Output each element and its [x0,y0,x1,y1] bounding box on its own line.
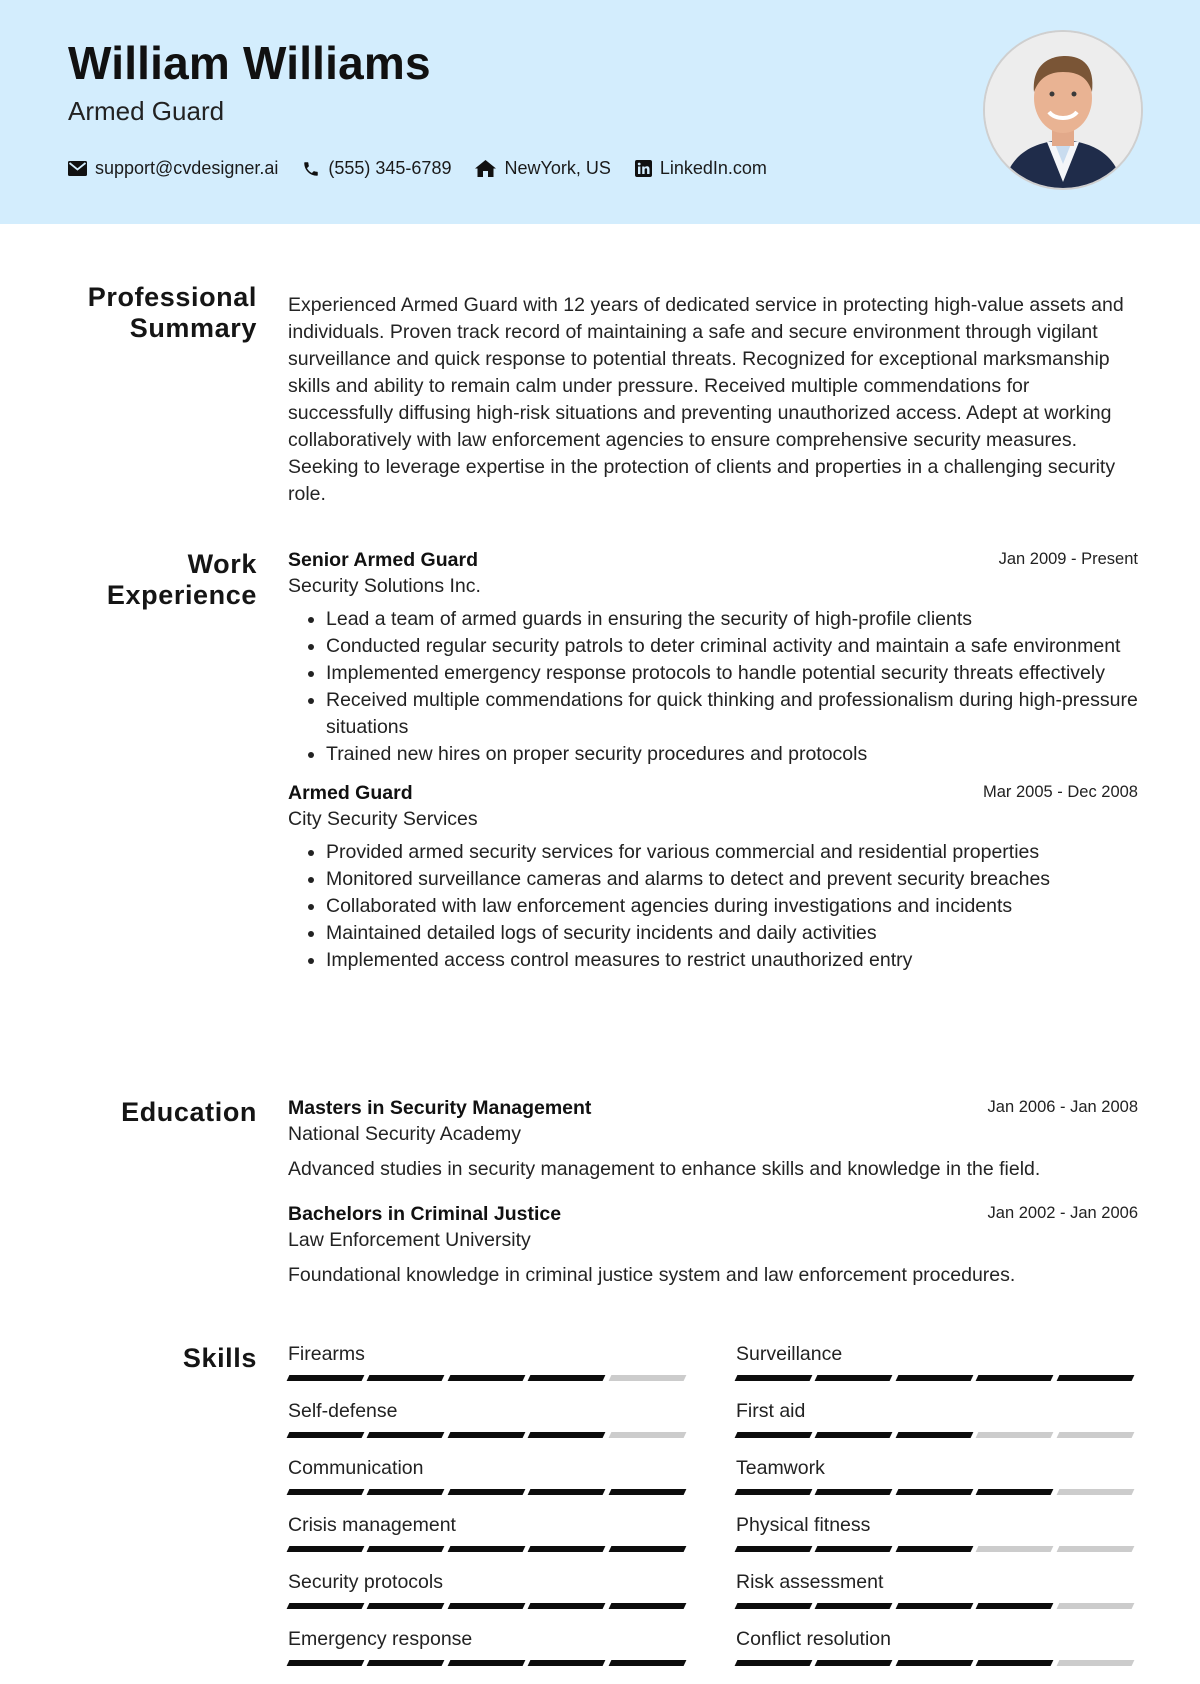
skill-segment-filled [608,1546,686,1552]
skill-segment-empty [608,1432,686,1438]
experience-heading: Work Experience [106,549,257,610]
skill-item [736,1455,1138,1512]
school-name: National Security Academy [288,1123,522,1145]
skill-name: Communication [288,1457,424,1479]
skill-item [736,1341,1138,1398]
job-bullet: • Implemented emergency response protocols to handle potential security threats effectively [326,660,1138,687]
skill-level-bar [736,1660,1138,1666]
skill-segment-filled [287,1603,365,1609]
skill-item [288,1569,690,1626]
job-title: Armed Guard [288,782,413,804]
envelope-icon [68,161,87,176]
skill-segment-filled [287,1489,365,1495]
degree-title: Bachelors in Criminal Justice [288,1203,562,1225]
education-description: Foundational knowledge in criminal justice system and law enforcement procedures. [288,1264,1016,1286]
skill-name: Surveillance [736,1343,843,1365]
skill-segment-filled [735,1546,813,1552]
skill-segment-filled [815,1603,893,1609]
job-bullet: • Trained new hires on proper security procedures and protocols [326,741,1138,768]
skill-item [288,1512,690,1569]
skill-segment-empty [1056,1432,1134,1438]
job-company: Security Solutions Inc. [288,575,481,597]
skill-level-bar [288,1660,690,1666]
skill-segment-empty [1056,1489,1134,1495]
resume-header [0,0,1200,224]
skill-segment-filled [976,1375,1054,1381]
skill-segment-filled [447,1660,525,1666]
profile-photo [983,30,1143,190]
skills-heading: Skills [182,1343,257,1373]
skill-segment-filled [815,1432,893,1438]
skill-item [736,1626,1138,1683]
candidate-title: Armed Guard [68,96,225,126]
skill-segment-filled [367,1489,445,1495]
job-entry [288,547,1138,768]
job-dates: Jan 2009 - Present [998,550,1138,568]
skill-segment-empty [1056,1546,1134,1552]
linkedin-text: LinkedIn.com [659,158,767,178]
skill-item [288,1341,690,1398]
skill-segment-filled [735,1660,813,1666]
phone-text: (555) 345-6789 [328,158,452,178]
education-dates: Jan 2006 - Jan 2008 [987,1098,1138,1116]
skill-segment-empty [1056,1603,1134,1609]
skill-segment-filled [608,1603,686,1609]
skill-segment-filled [608,1489,686,1495]
skill-level-bar [288,1546,690,1552]
job-bullet: • Monitored surveillance cameras and alarms to detect and prevent security breaches [326,866,1138,893]
skill-segment-empty [976,1432,1054,1438]
skill-level-bar [288,1375,690,1381]
skill-segment-filled [287,1660,365,1666]
job-bullet: • Maintained detailed logs of security incidents and daily activities [326,920,1138,947]
summary-text: Experienced Armed Guard with 12 years of dedicated service in protecting high-value assets and individuals. Proven track record of maintaining a safe and secure environment through vigilant surveillance and quick response to potential threats. Recognized for exceptional marksmanship skills and ability to remain calm under pressure. Received multiple commendations for successfully diffusing high-risk situations and preventing unauthorized access. Adept at working collaboratively with law enforcement agencies to ensure comprehensive security measures. Seeking to leverage expertise in the protection of clients and properties in a challenging security role. [288,294,1124,505]
phone-icon [302,160,320,178]
home-icon [475,160,496,177]
skill-name: Conflict resolution [736,1628,891,1650]
skill-segment-filled [895,1432,973,1438]
skill-segment-filled [976,1603,1054,1609]
skill-segment-filled [976,1489,1054,1495]
skill-segment-filled [287,1432,365,1438]
summary-heading: Professional Summary [87,282,257,343]
skill-segment-empty [976,1546,1054,1552]
skill-segment-filled [815,1546,893,1552]
skill-level-bar [288,1432,690,1438]
job-bullets [288,606,1138,768]
skill-segment-filled [976,1660,1054,1666]
skill-segment-filled [367,1375,445,1381]
skill-segment-filled [735,1489,813,1495]
contact-location [475,158,610,179]
skill-item [288,1398,690,1455]
skill-segment-filled [1056,1375,1134,1381]
school-name: Law Enforcement University [288,1229,531,1251]
skills-grid [288,1341,1138,1683]
education-dates: Jan 2002 - Jan 2006 [987,1204,1138,1222]
skill-level-bar [736,1546,1138,1552]
job-company: City Security Services [288,808,478,830]
skill-segment-filled [528,1432,606,1438]
location-text: NewYork, US [504,158,611,178]
job-bullet: • Collaborated with law enforcement agencies during investigations and incidents [326,893,1138,920]
education-heading: Education [121,1097,257,1127]
skill-segment-filled [367,1432,445,1438]
skill-segment-filled [447,1603,525,1609]
skill-name: Crisis management [288,1514,456,1536]
email-text: support@cvdesigner.ai [95,158,279,178]
skill-level-bar [288,1489,690,1495]
job-bullet: • Implemented access control measures to restrict unauthorized entry [326,947,1138,974]
skill-segment-filled [528,1603,606,1609]
skill-segment-filled [608,1660,686,1666]
candidate-name: William Williams [68,37,431,89]
skill-segment-filled [287,1546,365,1552]
skill-name: Physical fitness [736,1514,871,1536]
contact-bar [68,158,791,179]
skill-segment-filled [735,1375,813,1381]
skill-level-bar [736,1432,1138,1438]
skill-segment-filled [815,1489,893,1495]
skill-name: Firearms [288,1343,365,1365]
skill-segment-filled [895,1546,973,1552]
skill-segment-filled [815,1375,893,1381]
skill-segment-filled [367,1546,445,1552]
skill-segment-filled [895,1375,973,1381]
job-title: Senior Armed Guard [288,549,478,571]
skill-segment-empty [1056,1660,1134,1666]
education-description: Advanced studies in security management to enhance skills and knowledge in the field. [288,1158,1041,1180]
linkedin-icon [635,160,652,177]
contact-phone[interactable] [302,158,451,179]
skill-name: Self-defense [288,1400,398,1422]
skill-name: Teamwork [736,1457,825,1479]
skill-segment-filled [815,1660,893,1666]
skill-name: Security protocols [288,1571,443,1593]
skill-segment-filled [895,1489,973,1495]
skill-segment-filled [447,1375,525,1381]
skill-segment-filled [287,1375,365,1381]
skill-level-bar [736,1375,1138,1381]
skill-segment-filled [367,1603,445,1609]
skill-segment-filled [528,1546,606,1552]
skill-segment-filled [895,1603,973,1609]
skill-segment-filled [528,1375,606,1381]
skill-item [736,1398,1138,1455]
degree-title: Masters in Security Management [288,1097,592,1119]
job-entry [288,780,1138,974]
skill-name: Risk assessment [736,1571,884,1593]
skill-item [736,1512,1138,1569]
skill-name: Emergency response [288,1628,473,1650]
job-dates: Mar 2005 - Dec 2008 [982,783,1138,801]
job-bullet: • Lead a team of armed guards in ensuring the security of high-profile clients [326,606,1138,633]
skill-segment-filled [528,1660,606,1666]
job-bullets [288,839,1138,974]
job-bullet: • Provided armed security services for various commercial and residential properties [326,839,1138,866]
skill-name: First aid [736,1400,806,1422]
skill-level-bar [736,1603,1138,1609]
education-entry [288,1095,1138,1183]
skill-segment-filled [895,1660,973,1666]
skill-segment-filled [528,1489,606,1495]
skill-segment-empty [608,1375,686,1381]
skill-segment-filled [367,1660,445,1666]
contact-linkedin[interactable] [635,158,767,179]
job-bullet: • Conducted regular security patrols to deter criminal activity and maintain a safe environment [326,633,1138,660]
skill-segment-filled [447,1546,525,1552]
education-entry [288,1201,1138,1289]
skill-item [736,1569,1138,1626]
job-bullet: • Received multiple commendations for quick thinking and professionalism during high-pressure situations [326,687,1138,741]
skill-level-bar [288,1603,690,1609]
skill-segment-filled [735,1603,813,1609]
skill-segment-filled [447,1432,525,1438]
skill-segment-filled [447,1489,525,1495]
skill-item [288,1455,690,1512]
skill-segment-filled [735,1432,813,1438]
skill-level-bar [736,1489,1138,1495]
skill-item [288,1626,690,1683]
profile-portrait-image [985,32,1141,188]
contact-email[interactable] [68,158,278,179]
